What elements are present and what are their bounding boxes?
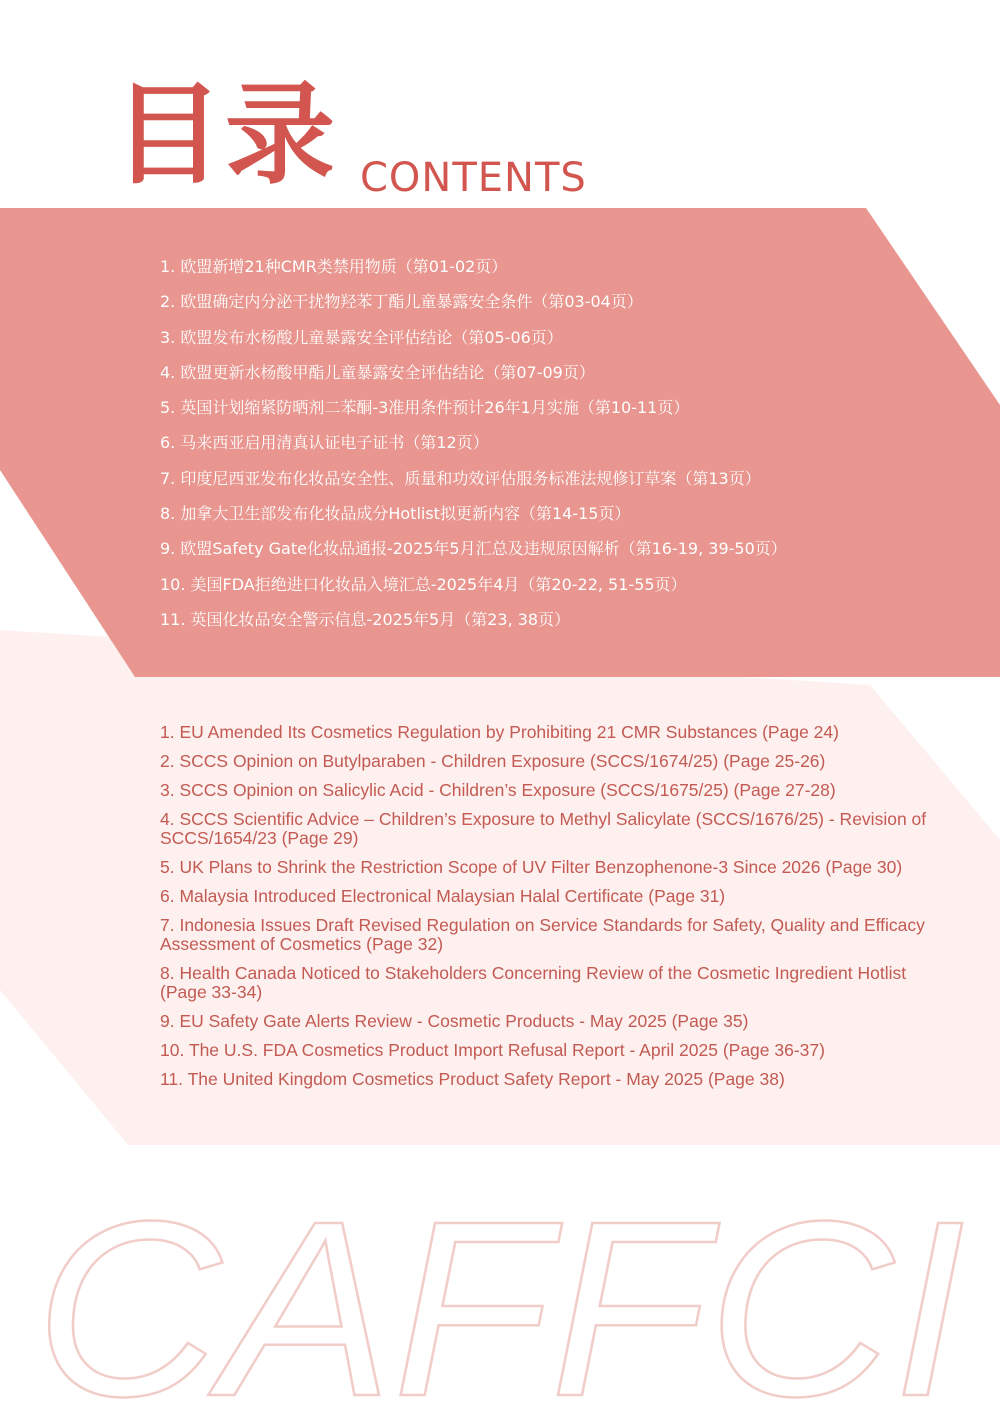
list-item[interactable]: 10. 美国FDA拒绝进口化妆品入境汇总-2025年4月（第20-22, 51-55页） bbox=[160, 574, 687, 594]
list-item[interactable]: 3. 欧盟发布水杨酸儿童暴露安全评估结论（第05-06页） bbox=[160, 327, 563, 347]
list-item[interactable]: 7. Indonesia Issues Draft Revised Regulation on Service Standards for Safety, Quality and Efficacy Assessment of Cosmetics (Page 32) bbox=[160, 915, 925, 954]
list-item[interactable]: 6. Malaysia Introduced Electronical Malaysian Halal Certificate (Page 31) bbox=[160, 886, 726, 906]
list-item[interactable]: 7. 印度尼西亚发布化妆品安全性、质量和功效评估服务标准法规修订草案（第13页） bbox=[160, 468, 761, 488]
list-item[interactable]: 5. 英国计划缩紧防晒剂二苯酮-3准用条件预计26年1月实施（第10-11页） bbox=[160, 398, 690, 418]
list-item[interactable]: 8. Health Canada Noticed to Stakeholders Concerning Review of the Cosmetic Ingredient Hotlist (Page 33-34) bbox=[160, 963, 907, 1002]
list-item[interactable]: 4. 欧盟更新水杨酸甲酯儿童暴露安全评估结论（第07-09页） bbox=[160, 362, 595, 382]
list-item[interactable]: 4. SCCS Scientific Advice – Children’s Exposure to Methyl Salicylate (SCCS/1676/25) - Revision of SCCS/1654/23 (Page 29) bbox=[160, 809, 927, 848]
page-title-english: CONTENTS bbox=[360, 155, 587, 201]
list-item[interactable]: 11. 英国化妆品安全警示信息-2025年5月（第23, 38页） bbox=[160, 609, 571, 629]
list-item[interactable]: 2. 欧盟确定内分泌干扰物羟苯丁酯儿童暴露安全条件（第03-04页） bbox=[160, 292, 643, 312]
list-item[interactable]: 1. EU Amended Its Cosmetics Regulation by Prohibiting 21 CMR Substances (Page 24) bbox=[160, 722, 839, 742]
page-title-chinese: 目录 bbox=[113, 71, 337, 199]
english-contents-list bbox=[160, 723, 940, 1099]
list-item[interactable]: 10. The U.S. FDA Cosmetics Product Import Refusal Report - April 2025 (Page 36-37) bbox=[160, 1040, 825, 1060]
chinese-contents-list bbox=[160, 257, 787, 645]
watermark-text: CAFFCI bbox=[35, 1180, 965, 1414]
list-item[interactable]: 8. 加拿大卫生部发布化妆品成分Hotlist拟更新内容（第14-15页） bbox=[160, 504, 631, 524]
caffci-watermark-logo bbox=[0, 1180, 1000, 1414]
list-item[interactable]: 9. 欧盟Safety Gate化妆品通报-2025年5月汇总及违规原因解析（第16-19, 39-50页） bbox=[160, 539, 787, 559]
list-item[interactable]: 3. SCCS Opinion on Salicylic Acid - Children’s Exposure (SCCS/1675/25) (Page 27-28) bbox=[160, 780, 836, 800]
list-item[interactable]: 1. 欧盟新增21种CMR类禁用物质（第01-02页） bbox=[160, 257, 508, 276]
list-item[interactable]: 11. The United Kingdom Cosmetics Product Safety Report - May 2025 (Page 38) bbox=[160, 1069, 785, 1089]
list-item[interactable]: 5. UK Plans to Shrink the Restriction Scope of UV Filter Benzophenone-3 Since 2026 (Page 30) bbox=[160, 857, 903, 877]
list-item[interactable]: 6. 马来西亚启用清真认证电子证书（第12页） bbox=[160, 433, 489, 453]
list-item[interactable]: 2. SCCS Opinion on Butylparaben - Children Exposure (SCCS/1674/25) (Page 25-26) bbox=[160, 751, 826, 771]
list-item[interactable]: 9. EU Safety Gate Alerts Review - Cosmetic Products - May 2025 (Page 35) bbox=[160, 1011, 749, 1031]
